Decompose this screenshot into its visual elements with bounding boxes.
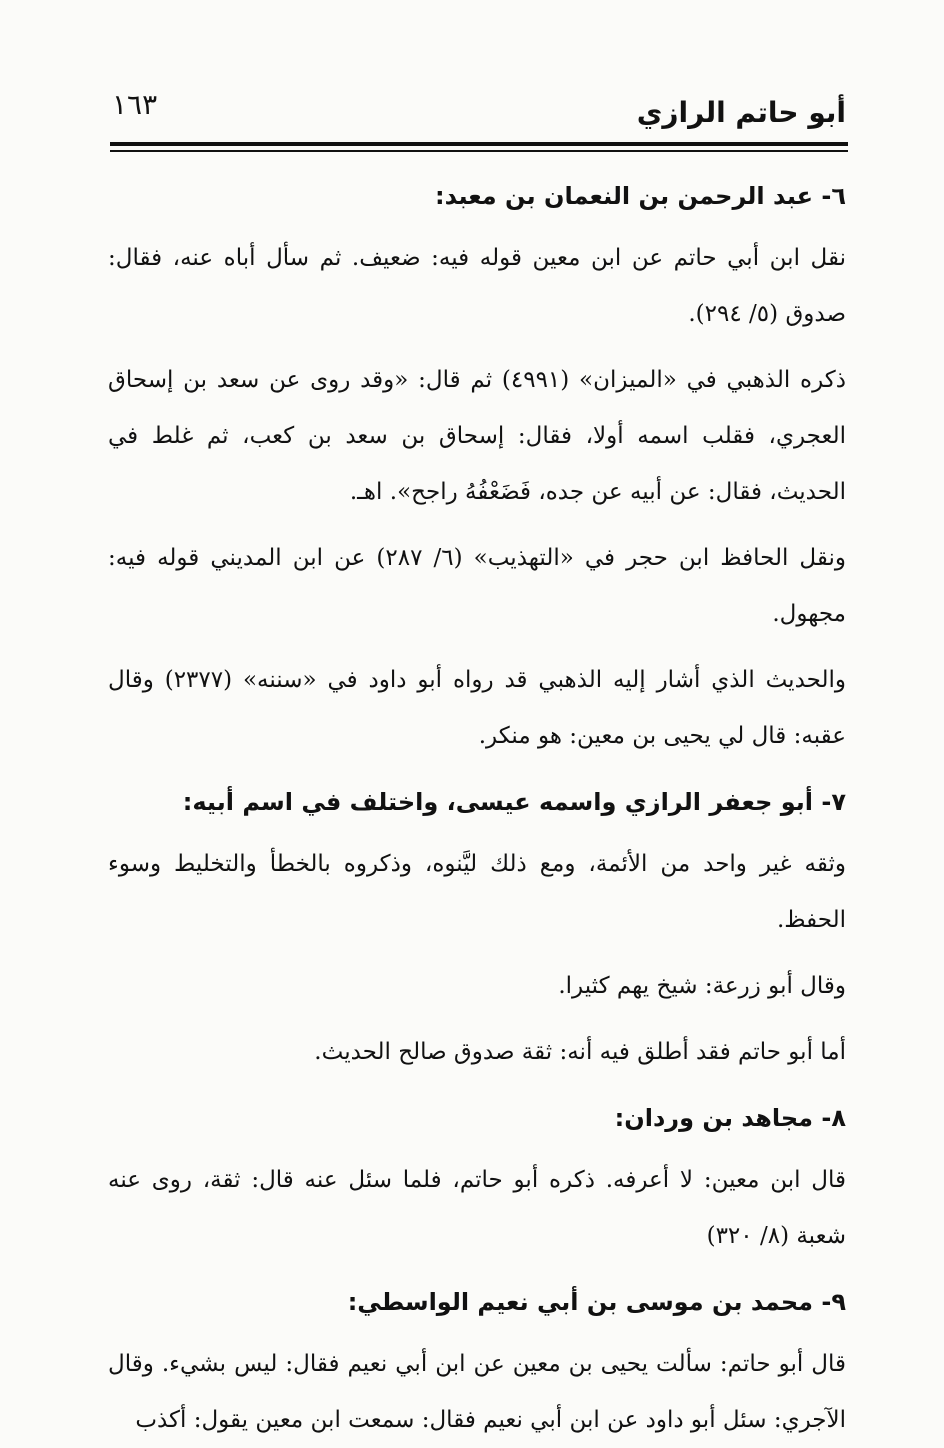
paragraph: قال أبو حاتم: سألت يحيى بن معين عن ابن أبي نعيم فقال: ليس بشيء. وقال الآجري: سئل أبو داود عن ابن أبي نعيم فقال: سمعت ابن معين يقول: أكذب bbox=[108, 1351, 846, 1433]
paragraph: أما أبو حاتم فقد أطلق فيه أنه: ثقة صدوق صالح الحديث. bbox=[314, 1039, 846, 1065]
section-heading: ٦- عبد الرحمن بن النعمان بن معبد: bbox=[434, 182, 846, 210]
paragraph: وثقه غير واحد من الأئمة، ومع ذلك ليَّنوه، وذكروه بالخطأ والتخليط وسوء الحفظ. bbox=[108, 851, 846, 933]
running-title: أبو حاتم الرازي bbox=[636, 96, 846, 129]
page-header bbox=[0, 0, 944, 160]
paragraph: والحديث الذي أشار إليه الذهبي قد رواه أبو داود في «سننه» (٢٣٧٧) وقال عقبه: قال لي يحيى بن معين: هو منكر. bbox=[108, 667, 846, 749]
page-body bbox=[108, 168, 846, 1448]
section-heading: ٩- محمد بن موسى بن أبي نعيم الواسطي: bbox=[347, 1288, 846, 1316]
paragraph: وقال أبو زرعة: شيخ يهم كثيرا. bbox=[558, 973, 846, 999]
paragraph: ونقل الحافظ ابن حجر في «التهذيب» (٦/ ٢٨٧) عن ابن المديني قوله فيه: مجهول. bbox=[108, 545, 846, 627]
page-number: ١٦٣ bbox=[112, 88, 158, 121]
header-rule-thick bbox=[110, 142, 848, 146]
header-rule-thin bbox=[110, 150, 848, 152]
paragraph: ذكره الذهبي في «الميزان» (٤٩٩١) ثم قال: «وقد روى عن سعد بن إسحاق العجري، فقلب اسمه أولا، فقال: إسحاق بن سعد بن كعب، ثم غلط في الحديث، فقال: عن أبيه عن جده، فَضَعْفُهُ راجح». اهـ. bbox=[108, 367, 846, 505]
paragraph: قال ابن معين: لا أعرفه. ذكره أبو حاتم، فلما سئل عنه قال: ثقة، روى عنه شعبة (٨/ ٣٢٠) bbox=[108, 1167, 846, 1249]
paragraph: نقل ابن أبي حاتم عن ابن معين قوله فيه: ضعيف. ثم سأل أباه عنه، فقال: صدوق (٥/ ٢٩٤). bbox=[108, 245, 846, 327]
section-heading: ٧- أبو جعفر الرازي واسمه عيسى، واختلف في اسم أبيه: bbox=[182, 788, 846, 816]
section-heading: ٨- مجاهد بن وردان: bbox=[614, 1104, 846, 1132]
